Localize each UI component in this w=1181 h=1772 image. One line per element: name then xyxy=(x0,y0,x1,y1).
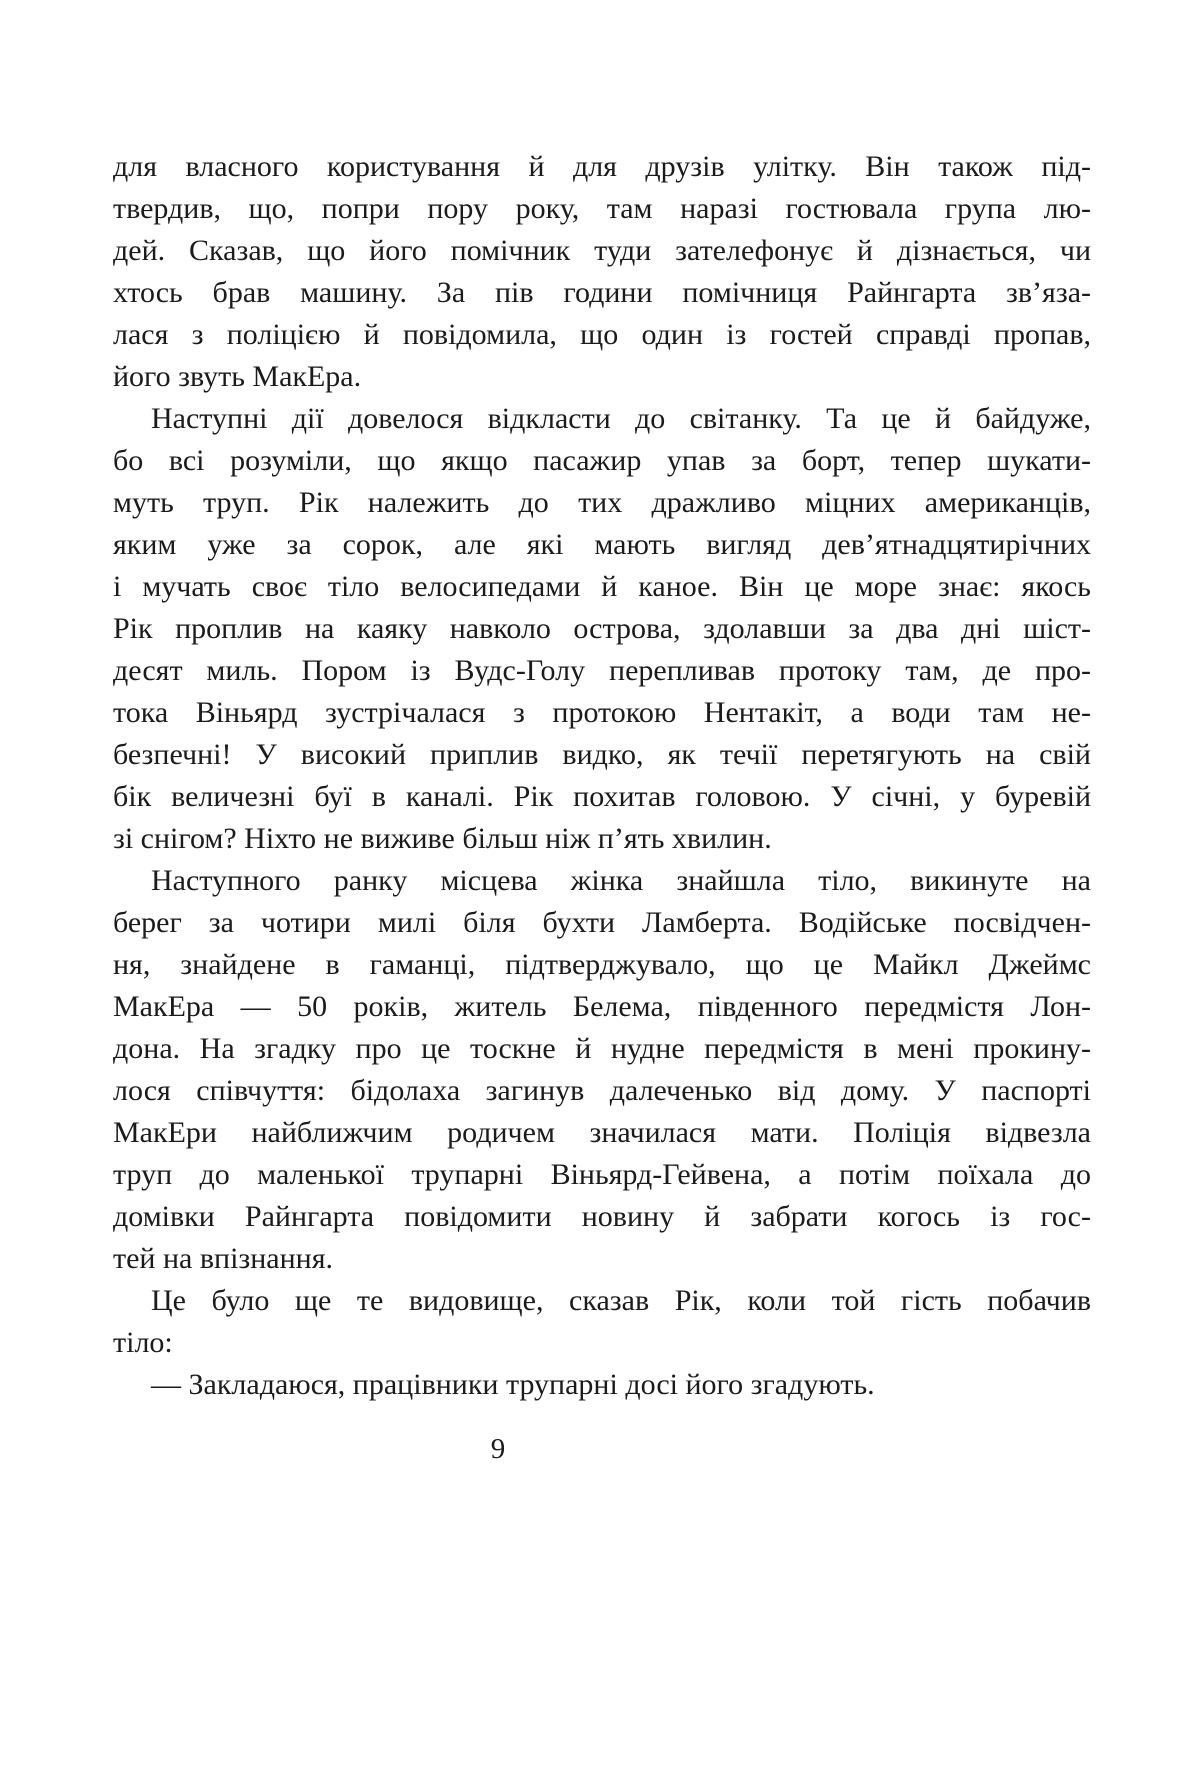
text-line: — Закладаюся, працівники трупарні досі його згадують. xyxy=(151,1368,875,1401)
text-line: дона. На згадку про це тоскне й нудне передмістя в мені прокину- xyxy=(113,1032,1091,1065)
text-line: тока Віньярд зустрічалася з протокою Нентакіт, а води там не- xyxy=(113,696,1091,729)
text-line: МакЕра — 50 років, житель Белема, південного передмістя Лон- xyxy=(113,990,1091,1023)
text-line: лося співчуття: бідолаха загинув далеченько від дому. У паспорті xyxy=(113,1074,1091,1107)
page-number: 9 xyxy=(490,1433,506,1465)
text-line: безпечні! У високий приплив видко, як течії перетягують на свій xyxy=(113,738,1091,771)
text-line: Наступного ранку місцева жінка знайшла тіло, викинуте на xyxy=(151,864,1091,897)
page-text xyxy=(113,146,1091,1406)
text-line: Рік проплив на каяку навколо острова, здолавши за два дні шіст- xyxy=(113,612,1091,645)
text-line: тіло: xyxy=(113,1326,173,1359)
paragraph xyxy=(113,1280,1091,1364)
text-line: Наступні дії довелося відкласти до світанку. Та це й байдуже, xyxy=(151,402,1091,435)
text-line: для власного користування й для друзів улітку. Він також під- xyxy=(113,150,1091,183)
text-line: домівки Райнгарта повідомити новину й забрати когось із гос- xyxy=(113,1200,1091,1233)
paragraph xyxy=(113,398,1091,860)
text-line: і мучать своє тіло велосипедами й каное. Він це море знає: якось xyxy=(113,570,1091,603)
text-line: ня, знайдене в гаманці, підтверджувало, що це Майкл Джеймс xyxy=(113,948,1091,981)
text-line: труп до маленької трупарні Віньярд-Гейвена, а потім поїхала до xyxy=(113,1158,1091,1191)
text-line: бо всі розуміли, що якщо пасажир упав за борт, тепер шукати- xyxy=(113,444,1091,477)
text-line: МакЕри найближчим родичем значилася мати. Поліція відвезла xyxy=(113,1116,1091,1149)
text-line: лася з поліцією й повідомила, що один із гостей справді пропав, xyxy=(113,318,1091,351)
text-line: бік величезні буї в каналі. Рік похитав головою. У січні, у буревій xyxy=(113,780,1091,813)
paragraph xyxy=(113,146,1091,398)
text-line: муть труп. Рік належить до тих дражливо міцних американців, xyxy=(113,486,1091,519)
text-line: яким уже за сорок, але які мають вигляд дев’ятнадцятирічних xyxy=(113,528,1091,561)
text-line: десят миль. Пором із Вудс-Голу перепливав протоку там, де про- xyxy=(113,654,1091,687)
text-line: його звуть МакЕра. xyxy=(113,360,362,393)
text-line: дей. Сказав, що його помічник туди зателефонує й дізнається, чи xyxy=(113,234,1091,267)
text-line: Це було ще те видовище, сказав Рік, коли той гість побачив xyxy=(151,1284,1091,1317)
paragraph xyxy=(113,860,1091,1280)
text-line: хтось брав машину. За пів години помічниця Райнгарта зв’яза- xyxy=(113,276,1091,309)
paragraph xyxy=(113,1364,1091,1406)
text-line: берег за чотири милі біля бухти Ламберта. Водійське посвідчен- xyxy=(113,906,1091,939)
text-line: зі снігом? Ніхто не виживе більш ніж п’ять хвилин. xyxy=(113,822,772,855)
text-line: твердив, що, попри пору року, там наразі гостювала група лю- xyxy=(113,192,1091,225)
text-line: тей на впізнання. xyxy=(113,1242,334,1275)
